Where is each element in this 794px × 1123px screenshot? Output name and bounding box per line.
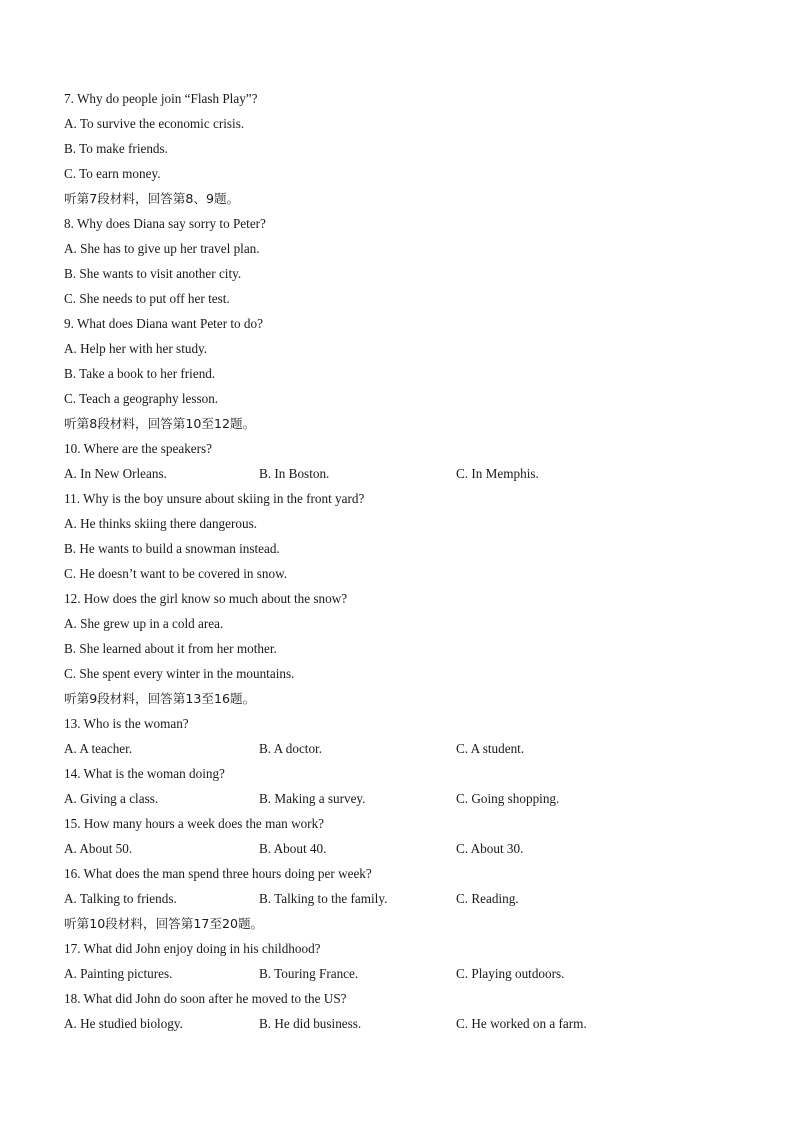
section-instruction: 听第9段材料，回答第13至16题。 [64,691,256,706]
answer-option: B. He did business. [259,1016,362,1031]
answer-option: A. She grew up in a cold area. [64,616,224,631]
answer-option: C. To earn money. [64,166,161,181]
question-stem: 12. How does the girl know so much about the snow? [64,591,348,606]
answer-option: A. She has to give up her travel plan. [64,241,260,256]
answer-option: C. She spent every winter in the mountains. [64,666,295,681]
section-instruction: 听第10段材料，回答第17至20题。 [64,916,264,931]
question-stem: 17. What did John enjoy doing in his childhood? [64,941,321,956]
answer-option: B. Making a survey. [259,791,366,806]
exam-page [64,86,744,1036]
answer-option: B. She wants to visit another city. [64,266,242,281]
question-stem: 15. How many hours a week does the man work? [64,816,325,831]
option-row [64,886,744,911]
answer-option: B. She learned about it from her mother. [64,641,277,656]
section-instruction: 听第7段材料，回答第8、9题。 [64,191,240,206]
question-stem: 9. What does Diana want Peter to do? [64,316,263,331]
answer-option: C. Reading. [456,891,519,906]
answer-option: B. Touring France. [259,966,359,981]
answer-option: C. About 30. [456,841,524,856]
answer-option: C. He doesn’t want to be covered in snow. [64,566,288,581]
option-row [64,836,744,861]
option-row [64,461,744,486]
option-row [64,786,744,811]
answer-option: A. A teacher. [64,741,133,756]
answer-option: C. He worked on a farm. [456,1016,587,1031]
answer-option: B. A doctor. [259,741,323,756]
question-stem: 8. Why does Diana say sorry to Peter? [64,216,266,231]
answer-option: C. Going shopping. [456,791,560,806]
question-stem: 7. Why do people join “Flash Play”? [64,91,258,106]
answer-option: C. She needs to put off her test. [64,291,230,306]
option-row [64,961,744,986]
answer-option: B. About 40. [259,841,327,856]
answer-option: A. Painting pictures. [64,966,173,981]
answer-option: C. In Memphis. [456,466,539,481]
answer-option: B. Take a book to her friend. [64,366,216,381]
question-stem: 16. What does the man spend three hours doing per week? [64,866,372,881]
answer-option: C. Teach a geography lesson. [64,391,219,406]
section-instruction: 听第8段材料，回答第10至12题。 [64,416,256,431]
answer-option: C. Playing outdoors. [456,966,565,981]
question-stem: 14. What is the woman doing? [64,766,225,781]
question-stem: 11. Why is the boy unsure about skiing in the front yard? [64,491,365,506]
answer-option: A. To survive the economic crisis. [64,116,245,131]
answer-option: B. Talking to the family. [259,891,388,906]
question-stem: 18. What did John do soon after he moved to the US? [64,991,347,1006]
answer-option: B. He wants to build a snowman instead. [64,541,280,556]
option-row [64,736,744,761]
answer-option: A. Giving a class. [64,791,159,806]
option-row [64,1011,744,1036]
question-stem: 13. Who is the woman? [64,716,189,731]
answer-option: A. About 50. [64,841,133,856]
answer-option: A. He studied biology. [64,1016,183,1031]
answer-option: A. In New Orleans. [64,466,167,481]
answer-option: B. To make friends. [64,141,168,156]
answer-option: A. He thinks skiing there dangerous. [64,516,258,531]
question-stem: 10. Where are the speakers? [64,441,213,456]
answer-option: A. Talking to friends. [64,891,177,906]
answer-option: B. In Boston. [259,466,330,481]
answer-option: A. Help her with her study. [64,341,208,356]
answer-option: C. A student. [456,741,525,756]
